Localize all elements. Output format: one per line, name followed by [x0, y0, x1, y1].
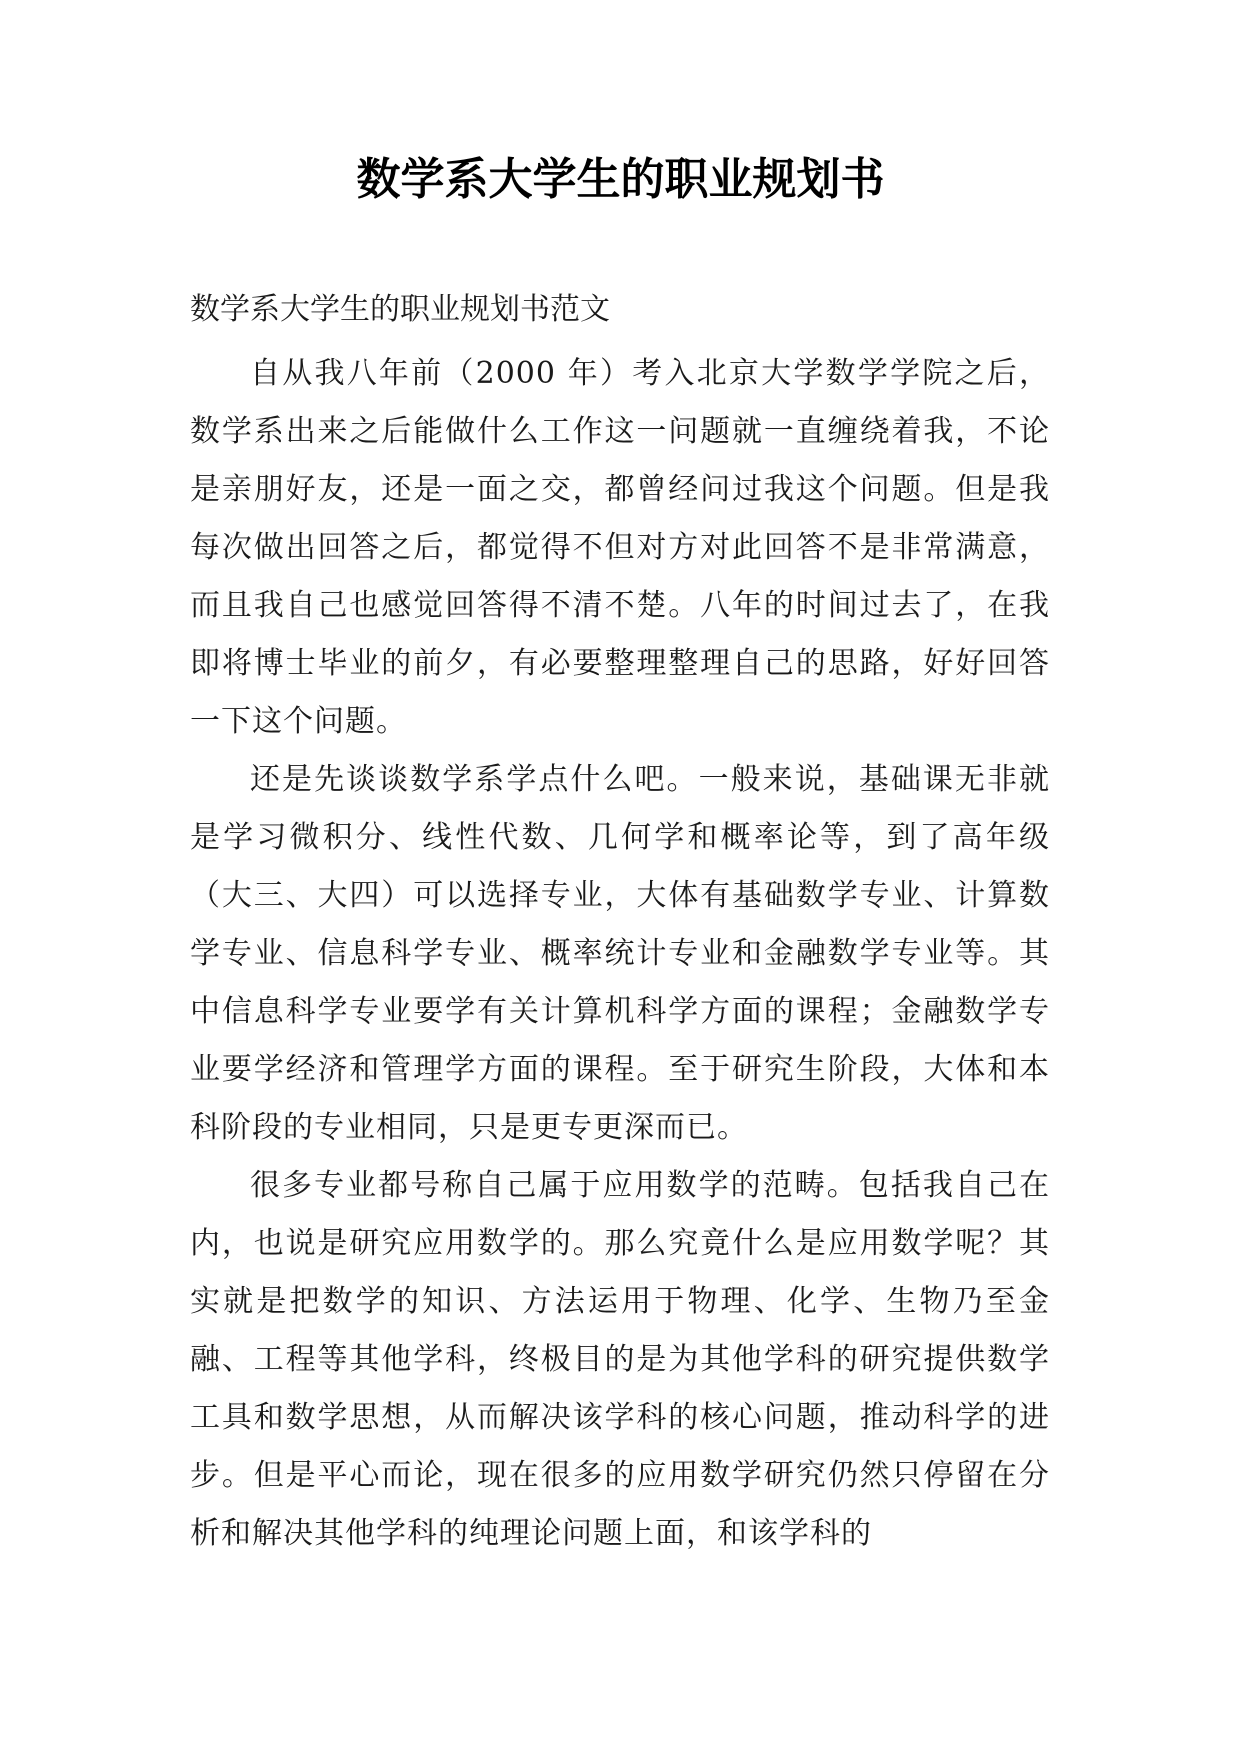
paragraph-2: 还是先谈谈数学系学点什么吧。一般来说，基础课无非就是学习微积分、线性代数、几何学和概率论等，到了高年级（大三、大四）可以选择专业，大体有基础数学专业、计算数学专业、信息科学专业、概率统计专业和金融数学专业等。其中信息科学专业要学有关计算机科学方面的课程；金融数学专业要学经济和管理学方面的课程。至于研究生阶段，大体和本科阶段的专业相同，只是更专更深而已。: [190, 762, 1050, 1145]
document-title: 数学系大学生的职业规划书: [356, 154, 885, 205]
document-body: [190, 345, 1050, 1563]
document-subtitle: 数学系大学生的职业规划书范文: [190, 292, 610, 327]
paragraph-1: 自从我八年前（2000 年）考入北京大学数学学院之后，数学系出来之后能做什么工作这一问题就一直缠绕着我，不论是亲朋好友，还是一面之交，都曾经问过我这个问题。但是我每次做出回答之后，都觉得不但对方对此回答不是非常满意，而且我自己也感觉回答得不清不楚。八年的时间过去了，在我即将博士毕业的前夕，有必要整理整理自己的思路，好好回答一下这个问题。: [190, 356, 1050, 739]
paragraph-3: 很多专业都号称自己属于应用数学的范畴。包括我自己在内，也说是研究应用数学的。那么究竟什么是应用数学呢？其实就是把数学的知识、方法运用于物理、化学、生物乃至金融、工程等其他学科，终极目的是为其他学科的研究提供数学工具和数学思想，从而解决该学科的核心问题，推动科学的进步。但是平心而论，现在很多的应用数学研究仍然只停留在分析和解决其他学科的纯理论问题上面，和该学科的: [190, 1168, 1050, 1551]
